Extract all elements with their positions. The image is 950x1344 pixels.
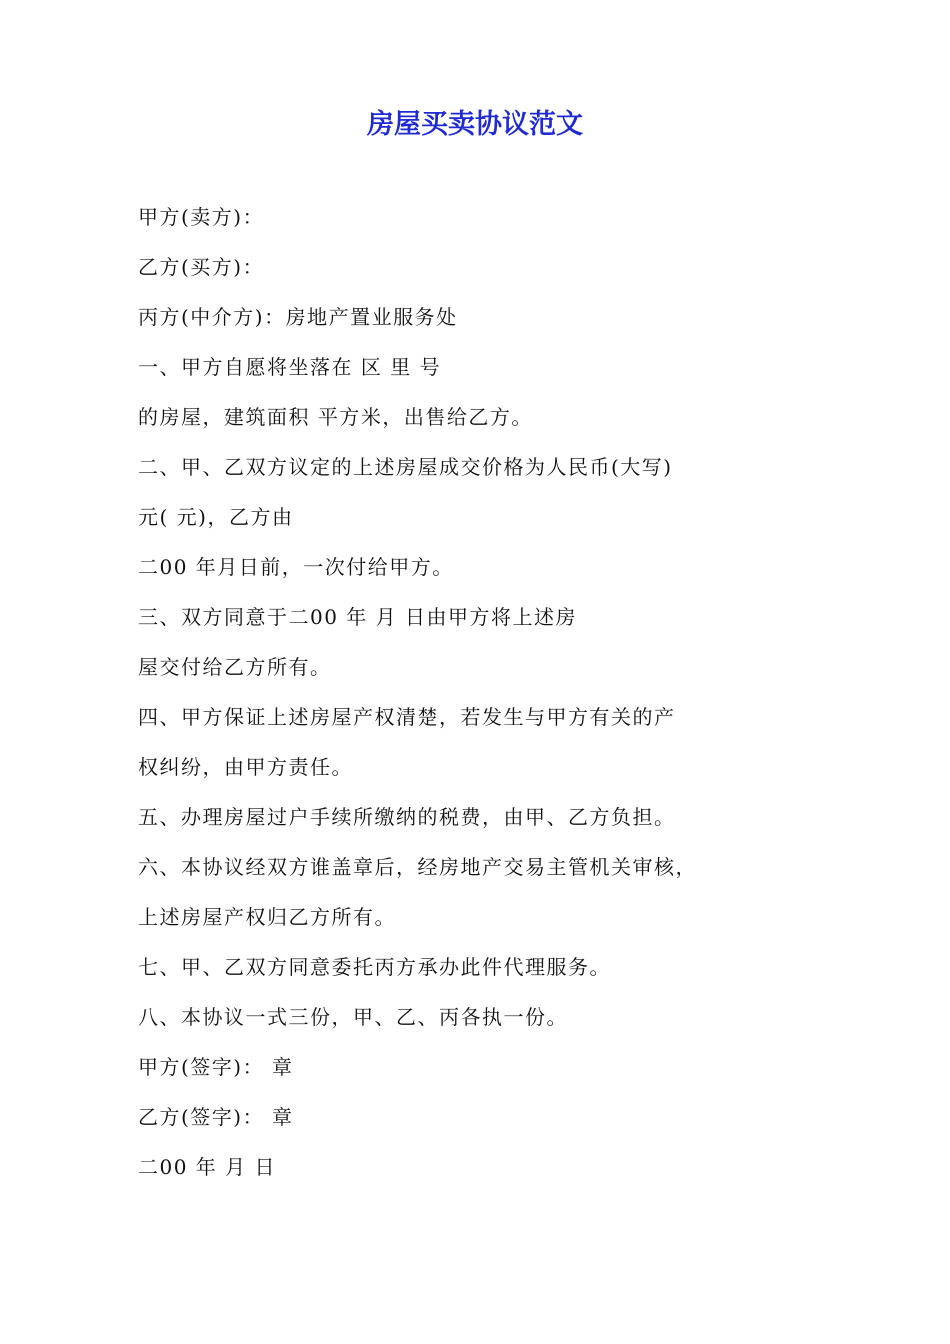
clause-5-line: 五、办理房屋过户手续所缴纳的税费，由甲、乙方负担。 [138, 805, 676, 829]
clause-7-line: 七、甲、乙双方同意委托丙方承办此件代理服务。 [138, 955, 611, 979]
date-line: 二00 年 月 日 [138, 1155, 277, 1179]
clause-2-line-3: 二00 年月日前，一次付给甲方。 [138, 555, 454, 579]
clause-2-line-2: 元( 元)，乙方由 [138, 505, 294, 529]
clause-4-line-2: 权纠纷，由甲方责任。 [138, 755, 353, 779]
party-b-line: 乙方(买方)： [138, 255, 265, 279]
document-title: 房屋买卖协议范文 [367, 109, 583, 140]
party-a-signature-line: 甲方(签字)： 章 [138, 1055, 294, 1079]
document-body [138, 192, 838, 1192]
clause-6-line-2: 上述房屋产权归乙方所有。 [138, 905, 396, 929]
clause-2-line-1: 二、甲、乙双方议定的上述房屋成交价格为人民币(大写) [138, 455, 673, 479]
clause-8-line: 八、本协议一式三份，甲、乙、丙各执一份。 [138, 1005, 568, 1029]
clause-3-line-2: 屋交付给乙方所有。 [138, 655, 332, 679]
clause-6-line-1: 六、本协议经双方谁盖章后，经房地产交易主管机关审核， [138, 855, 697, 879]
clause-4-line-1: 四、甲方保证上述房屋产权清楚，若发生与甲方有关的产 [138, 705, 676, 729]
party-a-line: 甲方(卖方)： [138, 205, 265, 229]
clause-1-line-2: 的房屋，建筑面积 平方米，出售给乙方。 [138, 405, 533, 429]
clause-1-line-1: 一、甲方自愿将坐落在 区 里 号 [138, 355, 442, 379]
clause-3-line-1: 三、双方同意于二00 年 月 日由甲方将上述房 [138, 605, 578, 629]
party-c-line: 丙方(中介方)：房地产置业服务处 [138, 305, 458, 329]
party-b-signature-line: 乙方(签字)： 章 [138, 1105, 294, 1129]
